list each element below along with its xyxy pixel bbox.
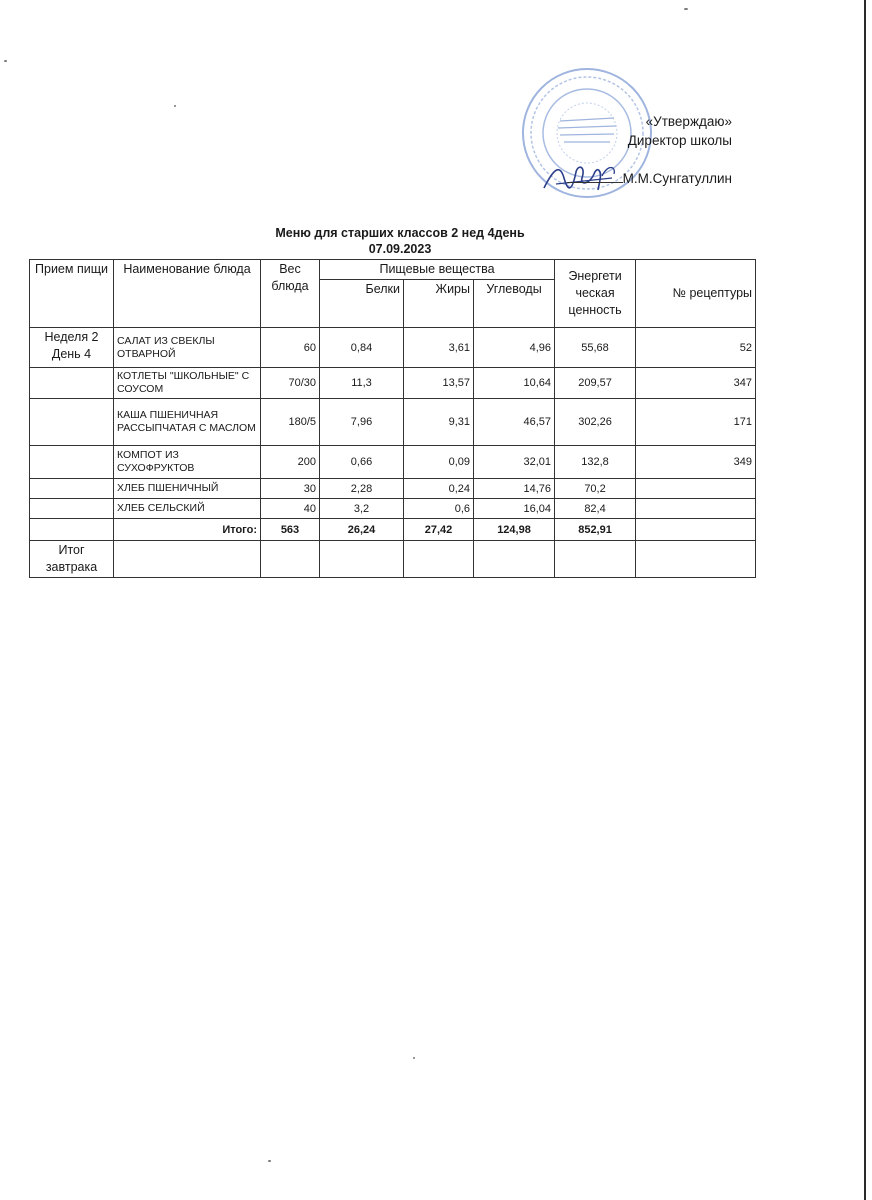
- header-weight: Вес блюда: [261, 260, 320, 328]
- dish-energy: 132,8: [555, 446, 636, 479]
- dish-energy: 82,4: [555, 499, 636, 519]
- table-row: [30, 399, 756, 446]
- dish-recipe: 347: [636, 368, 756, 399]
- header-carbs: Углеводы: [474, 280, 555, 328]
- dish-name: ХЛЕБ СЕЛЬСКИЙ: [114, 499, 261, 519]
- dish-name: КАША ПШЕНИЧНАЯ РАССЫПЧАТАЯ С МАСЛОМ: [114, 399, 261, 446]
- dish-proteins: 11,3: [320, 368, 404, 399]
- dish-carbs: 10,64: [474, 368, 555, 399]
- scan-speck: [174, 105, 176, 107]
- dish-weight: 70/30: [261, 368, 320, 399]
- totals-energy: 852,91: [555, 519, 636, 541]
- header-dish: Наименование блюда: [114, 260, 261, 328]
- dish-name: ХЛЕБ ПШЕНИЧНЫЙ: [114, 479, 261, 499]
- dish-fats: 9,31: [404, 399, 474, 446]
- dish-fats: 13,57: [404, 368, 474, 399]
- table-row: [30, 368, 756, 399]
- header-nutrients: Пищевые вещества: [320, 260, 555, 280]
- approval-signature-line: [532, 169, 732, 188]
- empty-cell: [555, 541, 636, 578]
- meal-cell-empty: [30, 499, 114, 519]
- title-line: Меню для старших классов 2 нед 4день: [275, 226, 525, 240]
- dish-proteins: 3,2: [320, 499, 404, 519]
- footer-row: [30, 541, 756, 578]
- totals-carbs: 124,98: [474, 519, 555, 541]
- dish-weight: 180/5: [261, 399, 320, 446]
- totals-recipe-empty: [636, 519, 756, 541]
- dish-recipe: 349: [636, 446, 756, 479]
- meal-cell-empty: [30, 479, 114, 499]
- empty-cell: [636, 541, 756, 578]
- signature-underline: [567, 182, 623, 183]
- dish-energy: 70,2: [555, 479, 636, 499]
- dish-weight: 60: [261, 328, 320, 368]
- table-header-row: [30, 260, 756, 280]
- scan-edge: [864, 0, 866, 1200]
- document-title: [0, 225, 800, 257]
- dish-energy: 209,57: [555, 368, 636, 399]
- dish-carbs: 46,57: [474, 399, 555, 446]
- meal-cell-empty: [30, 519, 114, 541]
- dish-proteins: 2,28: [320, 479, 404, 499]
- dish-weight: 30: [261, 479, 320, 499]
- dish-fats: 0,24: [404, 479, 474, 499]
- totals-weight: 563: [261, 519, 320, 541]
- approval-name: М.М.Сунгатуллин: [622, 171, 732, 186]
- header-fats: Жиры: [404, 280, 474, 328]
- approval-title: «Утверждаю»: [645, 114, 732, 129]
- scan-speck: [268, 1160, 271, 1162]
- title-date: 07.09.2023: [368, 242, 432, 256]
- dish-recipe: 171: [636, 399, 756, 446]
- totals-proteins: 26,24: [320, 519, 404, 541]
- table-row: [30, 499, 756, 519]
- meal-cell-empty: [30, 368, 114, 399]
- footer-label: Итог завтрака: [30, 541, 114, 578]
- scan-speck: [4, 60, 7, 62]
- dish-proteins: 0,66: [320, 446, 404, 479]
- dish-energy: 302,26: [555, 399, 636, 446]
- approval-position: Директор школы: [627, 133, 732, 148]
- dish-carbs: 4,96: [474, 328, 555, 368]
- table-row: [30, 446, 756, 479]
- empty-cell: [474, 541, 555, 578]
- dish-weight: 200: [261, 446, 320, 479]
- dish-fats: 0,09: [404, 446, 474, 479]
- dish-carbs: 14,76: [474, 479, 555, 499]
- dish-weight: 40: [261, 499, 320, 519]
- menu-table: [29, 259, 756, 578]
- totals-row: [30, 519, 756, 541]
- empty-cell: [261, 541, 320, 578]
- approval-block: [532, 112, 732, 188]
- dish-fats: 3,61: [404, 328, 474, 368]
- totals-fats: 27,42: [404, 519, 474, 541]
- totals-label: Итого:: [114, 519, 261, 541]
- dish-recipe: 52: [636, 328, 756, 368]
- empty-cell: [404, 541, 474, 578]
- scan-speck: [413, 1057, 415, 1059]
- header-recipe: № рецептуры: [636, 260, 756, 328]
- dish-proteins: 0,84: [320, 328, 404, 368]
- table-row: [30, 328, 756, 368]
- meal-label: Неделя 2 День 4: [30, 328, 114, 368]
- empty-cell: [114, 541, 261, 578]
- dish-carbs: 32,01: [474, 446, 555, 479]
- empty-cell: [320, 541, 404, 578]
- header-energy: Энергети ческая ценность: [555, 260, 636, 328]
- dish-energy: 55,68: [555, 328, 636, 368]
- dish-name: КОМПОТ ИЗ СУХОФРУКТОВ: [114, 446, 261, 479]
- dish-name: КОТЛЕТЫ "ШКОЛЬНЫЕ" С СОУСОМ: [114, 368, 261, 399]
- header-meal: Прием пищи: [30, 260, 114, 328]
- header-proteins: Белки: [320, 280, 404, 328]
- meal-cell-empty: [30, 446, 114, 479]
- dish-recipe: [636, 499, 756, 519]
- dish-carbs: 16,04: [474, 499, 555, 519]
- meal-cell-empty: [30, 399, 114, 446]
- scan-speck: [684, 8, 688, 10]
- dish-recipe: [636, 479, 756, 499]
- dish-proteins: 7,96: [320, 399, 404, 446]
- dish-fats: 0,6: [404, 499, 474, 519]
- table-row: [30, 479, 756, 499]
- dish-name: САЛАТ ИЗ СВЕКЛЫ ОТВАРНОЙ: [114, 328, 261, 368]
